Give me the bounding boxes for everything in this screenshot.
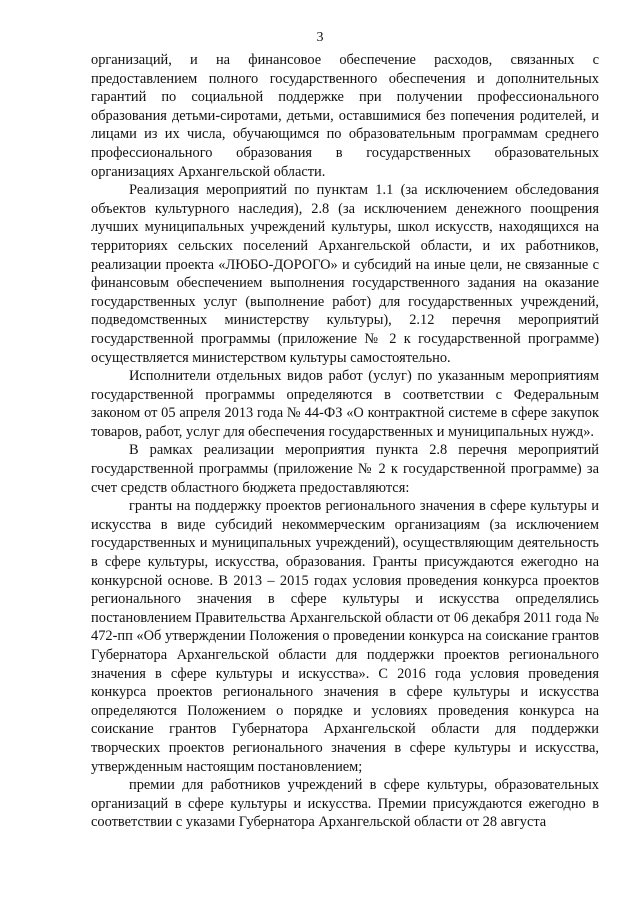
- paragraph-regional-budget: В рамках реализации мероприятия пункта 2.8 перечня мероприятий государственной программы (приложение № 2 к государственной программе) за счет средств областного бюджета предоставляются:: [91, 442, 599, 496]
- paragraph-continuation: организаций, и на финансовое обеспечение расходов, связанных с предоставлением полного государственного обеспечения и дополнительных гарантий по социальной поддержке при получении профессионального образования детьми-сиротами, детьми, оставшимися без попечения родителей, и лицами из их числа, обучающимся по образовательным программам среднего профессионального образования в государственных образовательных организациях Архангельской области.: [91, 52, 599, 180]
- paragraph-awards: премии для работников учреждений в сфере культуры, образовательных организаций в сфере культуры и искусства. Премии присуждаются ежегодно в соответствии с указами Губернатора Архангельской области от 28 августа: [91, 777, 599, 831]
- paragraph-executors: Исполнители отдельных видов работ (услуг) по указанным мероприятиям государственной программы определяются в соответствии с Федеральным законом от 05 апреля 2013 года № 44-ФЗ «О контрактной системе в сфере закупок товаров, работ, услуг для обеспечения государственных и муниципальных нужд».: [91, 368, 599, 440]
- paragraph-implementation: Реализация мероприятий по пунктам 1.1 (за исключением обследования объектов культурного наследия), 2.8 (за исключением денежного поощрения лучших муниципальных учреждений культуры, школ искусств, находящихся на территориях сельских поселений Архангельской области, и их работников, реализации проекта «ЛЮБО-ДОРОГО» и субсидий на иные цели, не связанные с финансовым обеспечением выполнения государственного задания на оказание государственных услуг (выполнение работ) для государственных учреждений, подведомственных министерству культуры), 2.12 перечня мероприятий государственной программы (приложение № 2 к государственной программе) осуществляется министерством культуры самостоятельно.: [91, 182, 599, 366]
- document-body: [91, 51, 599, 832]
- page-number: 3: [316, 30, 324, 45]
- paragraph-grants: гранты на поддержку проектов регионального значения в сфере культуры и искусства в виде субсидий некоммерческим организациям (за исключением государственных и муниципальных учреждений), осуществляющим деятельность в сфере культуры, искусства, образования. Гранты присуждаются ежегодно на конкурсной основе. В 2013 – 2015 годах условия проведения конкурса проектов регионального значения в сфере культуры и искусства определялись постановлением Правительства Архангельской области от 06 декабря 2011 года № 472-пп «Об утверждении Положения о проведении конкурса на соискание грантов Губернатора Архангельской области для поддержки проектов регионального значения в сфере культуры и искусства». С 2016 года условия проведения конкурса проектов регионального значения в сфере культуры и искусства определяются Положением о порядке и условиях проведения конкурса на соискание грантов Губернатора Архангельской области для поддержки творческих проектов регионального значения в сфере культуры и искусства, утвержденным настоящим постановлением;: [91, 498, 599, 775]
